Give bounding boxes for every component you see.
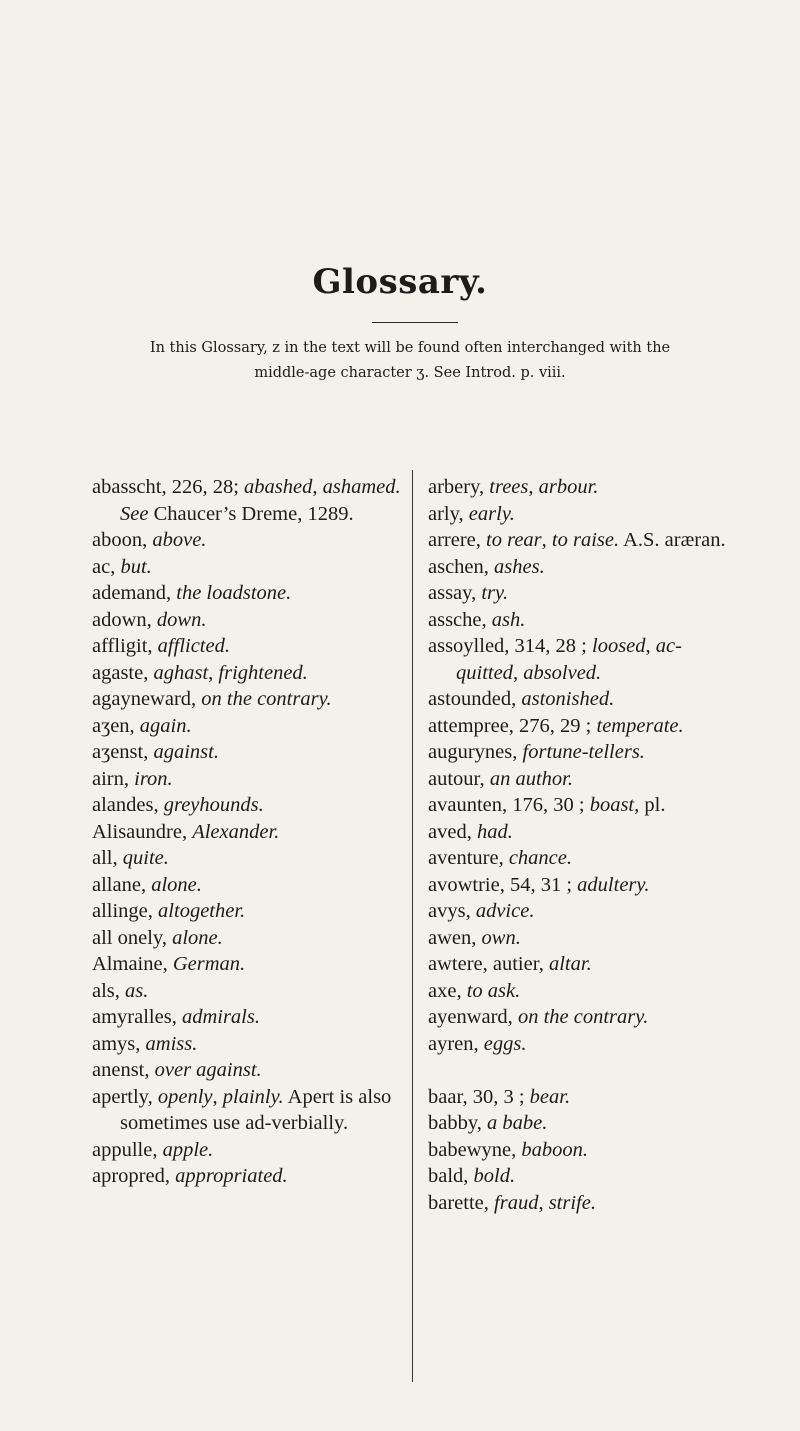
- entry-text: ,: [528, 476, 539, 498]
- entry-gloss: on the contrary.: [517, 1006, 649, 1028]
- entry-text: aʒenst,: [92, 741, 154, 763]
- entry-gloss: down.: [156, 608, 207, 631]
- entry-text: autour,: [428, 767, 490, 790]
- entry-gloss: frightened.: [218, 661, 308, 684]
- entry-gloss: own.: [481, 926, 521, 949]
- glossary-entry: [428, 474, 730, 501]
- entry-text: avys,: [428, 900, 476, 922]
- entry-text: ,: [645, 635, 656, 657]
- glossary-entry: [428, 633, 730, 686]
- entry-text: aschen,: [428, 555, 495, 578]
- entry-text: ,: [312, 476, 323, 498]
- entry-gloss: adultery.: [577, 873, 650, 896]
- glossary-entry: [92, 845, 408, 872]
- entry-gloss: advice.: [475, 900, 535, 922]
- entry-gloss: against.: [153, 741, 219, 763]
- entry-gloss: try.: [481, 582, 509, 604]
- entry-gloss: temperate.: [596, 714, 684, 737]
- entry-gloss: bold.: [473, 1165, 516, 1187]
- glossary-entry: [428, 527, 730, 554]
- entry-text: allinge,: [92, 900, 159, 922]
- glossary-entry: [428, 898, 730, 925]
- glossary-entry: [428, 686, 730, 713]
- entry-gloss: to raise.: [551, 529, 620, 551]
- entry-gloss: a babe.: [487, 1112, 548, 1134]
- entry-gloss: admirals.: [181, 1006, 260, 1028]
- entry-gloss: abashed: [244, 476, 313, 498]
- entry-gloss: afflicted.: [157, 635, 230, 657]
- entry-gloss: appropriated.: [175, 1165, 288, 1187]
- entry-text: assay,: [428, 582, 482, 604]
- column-divider: [412, 470, 413, 1382]
- entry-gloss: again.: [139, 714, 192, 737]
- entry-gloss: an author.: [489, 767, 573, 790]
- entry-gloss: boast: [589, 794, 635, 816]
- entry-text: aventure,: [428, 847, 509, 869]
- entry-gloss: absolved.: [523, 661, 602, 684]
- entry-text: barette,: [428, 1191, 495, 1214]
- entry-gloss: as.: [125, 979, 149, 1002]
- entry-gloss: apple.: [162, 1138, 214, 1161]
- glossary-entry: [92, 1004, 408, 1031]
- entry-text: awtere, autier,: [428, 953, 549, 975]
- entry-gloss: altogether.: [158, 900, 246, 922]
- glossary-column-left: [92, 474, 408, 1190]
- entry-gloss: on the contrary.: [201, 688, 332, 710]
- title-rule: [372, 322, 458, 323]
- entry-gloss: ac-quitted: [456, 635, 682, 684]
- entry-text: awen,: [428, 926, 482, 949]
- entry-text: ademand,: [92, 582, 177, 604]
- entry-gloss: iron.: [134, 767, 173, 790]
- entry-gloss: ashamed. See: [120, 476, 401, 525]
- glossary-entry: [428, 951, 730, 978]
- entry-text: baar, 30, 3 ;: [428, 1085, 530, 1108]
- section-gap: [428, 1057, 730, 1084]
- entry-text: aʒen,: [92, 714, 140, 737]
- glossary-entry: [428, 872, 730, 899]
- entry-gloss: quite.: [122, 847, 169, 869]
- entry-text: apropred,: [92, 1165, 176, 1187]
- entry-text: amys,: [92, 1032, 146, 1055]
- entry-gloss: the loadstone.: [176, 582, 292, 604]
- entry-text: aved,: [428, 820, 477, 843]
- entry-text: Apert is also sometimes use ad-verbially.: [120, 1085, 392, 1134]
- glossary-entry: [428, 1031, 730, 1058]
- glossary-entry: [428, 1137, 730, 1164]
- glossary-entry: [428, 1190, 730, 1217]
- glossary-entry: [92, 1057, 408, 1084]
- glossary-entry: [92, 1084, 408, 1137]
- entry-text: amyralles,: [92, 1006, 182, 1028]
- entry-text: agayneward,: [92, 688, 202, 710]
- entry-text: ,: [541, 529, 552, 551]
- entry-gloss: fraud: [494, 1191, 539, 1214]
- entry-gloss: above.: [152, 529, 207, 551]
- entry-text: ayenward,: [428, 1006, 518, 1028]
- glossary-entry: [428, 607, 730, 634]
- glossary-entry: [92, 925, 408, 952]
- page-title: Glossary.: [312, 262, 488, 302]
- entry-gloss: strife.: [548, 1191, 596, 1214]
- glossary-entry: [428, 1163, 730, 1190]
- entry-gloss: trees: [489, 476, 529, 498]
- entry-text: arly,: [428, 502, 469, 525]
- glossary-entry: [92, 554, 408, 581]
- entry-gloss: alone.: [151, 873, 202, 896]
- glossary-entry: [428, 819, 730, 846]
- entry-text: assche,: [428, 608, 492, 631]
- entry-text: ac,: [92, 555, 121, 578]
- entry-gloss: fortune-tellers.: [522, 741, 645, 763]
- entry-gloss: greyhounds.: [163, 794, 264, 816]
- entry-text: Chaucer’s Dreme, 1289.: [148, 502, 354, 525]
- entry-text: all,: [92, 847, 123, 869]
- glossary-entry: [428, 580, 730, 607]
- entry-gloss: over against.: [154, 1059, 262, 1081]
- glossary-entry: [428, 1084, 730, 1111]
- entry-text: astounded,: [428, 688, 522, 710]
- entry-text: all onely,: [92, 926, 173, 949]
- entry-gloss: ash.: [491, 608, 526, 631]
- glossary-entry: [92, 978, 408, 1005]
- glossary-entry: [92, 607, 408, 634]
- entry-text: A.S. aræran.: [619, 529, 726, 551]
- entry-text: axe,: [428, 979, 467, 1002]
- glossary-entry: [92, 1137, 408, 1164]
- entry-gloss: bear.: [529, 1085, 571, 1108]
- glossary-entry: [92, 527, 408, 554]
- entry-gloss: alone.: [172, 926, 223, 949]
- entry-text: ,: [208, 661, 219, 684]
- entry-text: bald,: [428, 1165, 474, 1187]
- entry-text: , pl.: [634, 794, 666, 816]
- glossary-entry: [428, 554, 730, 581]
- entry-text: agaste,: [92, 661, 154, 684]
- entry-gloss: had.: [476, 820, 513, 843]
- glossary-entry: [428, 1110, 730, 1137]
- glossary-entry: [428, 1004, 730, 1031]
- entry-text: aboon,: [92, 529, 153, 551]
- entry-text: babby,: [428, 1112, 488, 1134]
- glossary-entry: [92, 766, 408, 793]
- glossary-entry: [92, 792, 408, 819]
- glossary-entry: [428, 845, 730, 872]
- entry-text: Almaine,: [92, 953, 173, 975]
- entry-gloss: Alexander.: [192, 820, 280, 843]
- glossary-entry: [92, 819, 408, 846]
- glossary-entry: [92, 1031, 408, 1058]
- entry-text: avaunten, 176, 30 ;: [428, 794, 590, 816]
- glossary-entry: [92, 898, 408, 925]
- entry-gloss: amiss.: [145, 1032, 198, 1055]
- entry-gloss: baboon.: [521, 1138, 588, 1161]
- entry-text: alandes,: [92, 794, 164, 816]
- glossary-entry: [92, 872, 408, 899]
- glossary-entry: [92, 474, 408, 527]
- glossary-entry: [428, 792, 730, 819]
- entry-gloss: eggs.: [483, 1032, 527, 1055]
- entry-text: arrere,: [428, 529, 487, 551]
- glossary-entry: [92, 1163, 408, 1190]
- entry-text: ,: [538, 1191, 549, 1214]
- entry-text: adown,: [92, 608, 157, 631]
- entry-text: appulle,: [92, 1138, 163, 1161]
- glossary-entry: [92, 660, 408, 687]
- entry-text: abasscht, 226, 28;: [92, 476, 245, 498]
- entry-gloss: German.: [172, 953, 246, 975]
- glossary-entry: [92, 713, 408, 740]
- entry-text: arbery,: [428, 476, 490, 498]
- entry-gloss: plainly.: [222, 1085, 284, 1108]
- entry-text: affligit,: [92, 635, 158, 657]
- entry-gloss: chance.: [508, 847, 572, 869]
- entry-text: ,: [212, 1085, 223, 1108]
- entry-text: airn,: [92, 767, 135, 790]
- entry-gloss: ashes.: [494, 555, 545, 578]
- entry-text: attempree, 276, 29 ;: [428, 714, 597, 737]
- entry-gloss: loosed: [592, 635, 646, 657]
- glossary-entry: [92, 580, 408, 607]
- glossary-column-right: [428, 474, 730, 1216]
- glossary-entry: [92, 739, 408, 766]
- entry-gloss: to ask.: [466, 979, 521, 1002]
- entry-text: augurynes,: [428, 741, 523, 763]
- glossary-entry: [428, 501, 730, 528]
- glossary-entry: [428, 925, 730, 952]
- entry-text: babewyne,: [428, 1138, 522, 1161]
- glossary-entry: [92, 633, 408, 660]
- entry-text: allane,: [92, 873, 152, 896]
- entry-text: anenst,: [92, 1059, 155, 1081]
- glossary-entry: [428, 713, 730, 740]
- glossary-entry: [92, 951, 408, 978]
- entry-text: avowtrie, 54, 31 ;: [428, 873, 578, 896]
- entry-text: assoylled, 314, 28 ;: [428, 635, 592, 657]
- glossary-entry: [92, 686, 408, 713]
- entry-gloss: aghast: [153, 661, 209, 684]
- entry-text: Alisaundre,: [92, 820, 193, 843]
- entry-gloss: openly: [157, 1085, 213, 1108]
- entry-gloss: to rear: [486, 529, 542, 551]
- intro-note: In this Glossary, z in the text will be found often interchanged with the middle-age character ʒ. See Introd. p. viii.: [149, 340, 671, 381]
- glossary-entry: [428, 766, 730, 793]
- entry-gloss: astonished.: [521, 688, 615, 710]
- entry-gloss: altar.: [548, 953, 592, 975]
- glossary-entry: [428, 978, 730, 1005]
- entry-gloss: arbour.: [538, 476, 599, 498]
- entry-text: ayren,: [428, 1032, 484, 1055]
- entry-text: als,: [92, 979, 126, 1002]
- entry-text: apertly,: [92, 1085, 158, 1108]
- entry-text: ,: [512, 661, 524, 684]
- glossary-entry: [428, 739, 730, 766]
- entry-gloss: but.: [120, 555, 152, 578]
- entry-gloss: early.: [468, 502, 515, 525]
